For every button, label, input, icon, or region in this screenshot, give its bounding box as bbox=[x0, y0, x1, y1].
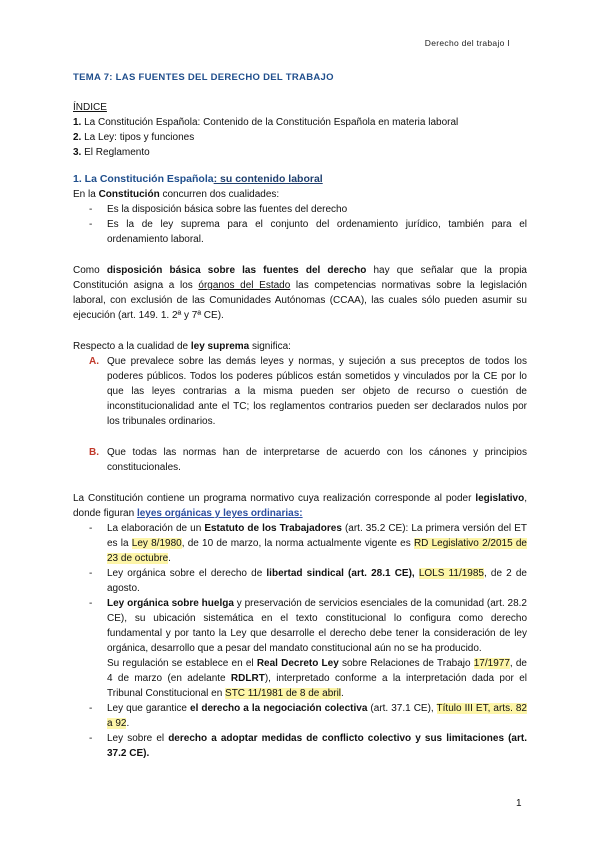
paragraph-ley-suprema: Respecto a la cualidad de ley suprema significa: bbox=[73, 341, 291, 352]
page-number: 1 bbox=[516, 798, 522, 809]
law-item-negociacion-colectiva: - Ley que garantice el derecho a la negociación colectiva (art. 37.1 CE), Título III ET, arts. 82 a 92. bbox=[73, 701, 527, 731]
law-item-huelga: - Ley orgánica sobre huelga y preservación de servicios esenciales de la comunidad (art. 28.2 CE), su ubicación sistemática en el texto constitucional lo configura como derecho fundamental y por tanto la Ley que desarrolle el derecho debe tener la consideración de ley orgánica, desarrollo que a pesar del mandato constitucional aún no se ha producido. bbox=[73, 596, 527, 656]
section-1-intro: En la Constitución concurren dos cualidades: bbox=[73, 189, 280, 200]
law-item-libertad-sindical: - Ley orgánica sobre el derecho de libertad sindical (art. 28.1 CE), LOLS 11/1985, de 2 de agosto. bbox=[73, 566, 527, 596]
point-b: B. Que todas las normas han de interpretarse de acuerdo con los cánones y principios constitucionales. bbox=[89, 447, 527, 473]
paragraph-disposicion-basica: Como disposición básica sobre las fuentes del derecho hay que señalar que la propia Constitución asigna a los órganos del Estado las competencias normativas sobre la legislación laboral, con exclusión de las Comunidades Autónomas (CCAA), las cuales sólo pueden asumir su ejecución (art. 149. 1. 2ª y 7ª CE). bbox=[73, 265, 527, 321]
quality-item: - Es la disposición básica sobre las fuentes del derecho bbox=[73, 202, 527, 217]
document-title: TEMA 7: LAS FUENTES DEL DERECHO DEL TRABAJO bbox=[73, 72, 334, 83]
section-1-heading: 1. La Constitución Española: su contenido laboral bbox=[73, 173, 323, 185]
point-label: A. bbox=[89, 356, 99, 367]
law-item-huelga-regulacion: Su regulación se establece en el Real Decreto Ley sobre Relaciones de Trabajo 17/1977, de 4 de marzo (en adelante RDLRT), interpretado conforme a la interpretación dada por el Tribunal Constitucional en STC 11/1981 de 8 de abril. bbox=[107, 658, 527, 699]
index-heading: ÍNDICE bbox=[73, 102, 107, 113]
document-body bbox=[73, 100, 527, 761]
index-item: 2. La Ley: tipos y funciones bbox=[73, 132, 195, 143]
quality-item: - Es la de ley suprema para el conjunto del ordenamiento jurídico, también para el ordenamiento laboral. bbox=[73, 217, 527, 247]
point-label: B. bbox=[89, 447, 99, 458]
running-header: Derecho del trabajo I bbox=[424, 38, 510, 48]
law-item-estatuto: - La elaboración de un Estatuto de los Trabajadores (art. 35.2 CE): La primera versión del ET es la Ley 8/1980, de 10 de marzo, la norma actualmente vigente es RD Legislativo 2/2015 de 23 de octubre. bbox=[73, 521, 527, 566]
paragraph-programa-normativo: La Constitución contiene un programa normativo cuya realización corresponde al poder legislativo, donde figuran leyes orgánicas y leyes ordinarias: bbox=[73, 493, 527, 519]
index-item: 3. El Reglamento bbox=[73, 147, 150, 158]
point-a: A. Que prevalece sobre las demás leyes y normas, y sujeción a sus preceptos de todos los poderes públicos. Todos los poderes públicos están sometidos y vinculados por la CE por lo que las leyes contrarias a la misma pueden ser objeto de recurso o cuestión de inconstitucionalidad ante el TC; los reglamentos contrarios pueden ser declarados nulos por los tribunales ordinarios. bbox=[89, 356, 527, 427]
law-item-conflicto-colectivo: - Ley sobre el derecho a adoptar medidas de conflicto colectivo y sus limitaciones (art. 37.2 CE). bbox=[73, 731, 527, 761]
leyes-organicas-link: leyes orgánicas y leyes ordinarias: bbox=[136, 508, 303, 519]
index-item: 1. La Constitución Española: Contenido de la Constitución Española en materia laboral bbox=[73, 117, 459, 128]
